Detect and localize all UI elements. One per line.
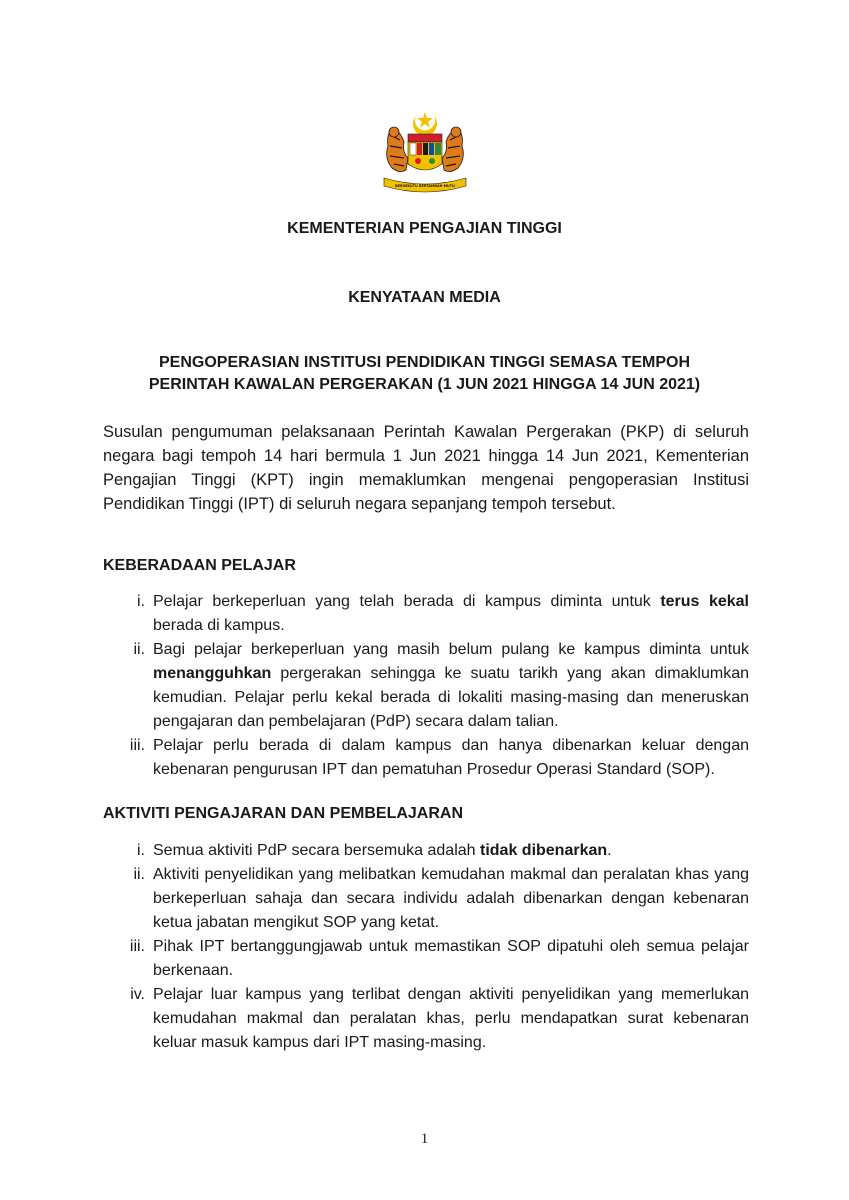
list-item (103, 839, 749, 863)
list-item (103, 983, 749, 1055)
section1-list (103, 590, 749, 782)
item-text: Pelajar luar kampus yang terlibat dengan aktiviti penyelidikan yang memerlukan kemudahan makmal dan peralatan khas, perlu mendapatkan surat kebenaran keluar masuk kampus dari IPT masing-masing. (153, 986, 749, 1051)
intro-paragraph: Susulan pengumuman pelaksanaan Perintah Kawalan Pergerakan (PKP) di seluruh negara bagi tempoh 14 hari bermula 1 Jun 2021 hingga 14 Jun 2021, Kementerian Pengajian Tinggi (KPT) ingin memaklumkan mengenai pengoperasian Institusi Pendidikan Tinggi (IPT) di seluruh negara sepanjang tempoh tersebut. (103, 423, 749, 513)
section-heading-keberadaan-pelajar: KEBERADAAN PELAJAR (103, 557, 296, 574)
item-number: ii. (133, 641, 145, 658)
item-text: Aktiviti penyelidikan yang melibatkan kemudahan makmal dan peralatan khas yang berkeperluan sahaja dan secara individu adalah dibenarkan dengan kebenaran ketua jabatan mengikut SOP yang ketat. (153, 866, 749, 931)
section-heading-aktiviti-pdp: AKTIVITI PENGAJARAN DAN PEMBELAJARAN (103, 805, 464, 822)
title-line-1: PENGOPERASIAN INSTITUSI PENDIDIKAN TINGGI SEMASA TEMPOH (158, 354, 690, 371)
item-number: iv. (130, 986, 145, 1003)
item-text: Pelajar perlu berada di dalam kampus dan hanya dibenarkan keluar dengan kebenaran pengurusan IPT dan pematuhan Prosedur Operasi Standard (SOP). (153, 737, 749, 778)
item-text: pergerakan sehingga ke suatu tarikh yang akan dimaklumkan kemudian. Pelajar perlu kekal berada di lokaliti masing-masing dan meneruskan pengajaran dan pembelajaran (PdP) secara dalam talian. (153, 665, 749, 730)
malaysia-coat-of-arms-icon (372, 112, 478, 196)
list-item (103, 734, 749, 782)
list-item (103, 863, 749, 935)
item-text: Pihak IPT bertanggungjawab untuk memastikan SOP dipatuhi oleh semua pelajar berkenaan. (153, 938, 749, 979)
item-number: iii. (129, 938, 145, 955)
item-text: Pelajar berkeperluan yang telah berada di kampus diminta untuk (153, 593, 661, 610)
item-text: . (607, 842, 612, 859)
list-item (103, 590, 749, 638)
item-emphasis: tidak dibenarkan (480, 842, 608, 859)
item-emphasis: menangguhkan (153, 665, 272, 682)
item-number: ii. (133, 866, 145, 883)
ministry-name: KEMENTERIAN PENGAJIAN TINGGI (287, 220, 562, 237)
item-text: Semua aktiviti PdP secara bersemuka adalah (153, 842, 480, 859)
list-item (103, 638, 749, 734)
item-number: i. (137, 842, 145, 859)
item-number: iii. (129, 737, 145, 754)
document-title (0, 352, 849, 396)
statement-type: KENYATAAN MEDIA (348, 289, 501, 306)
section2-list (103, 839, 749, 1055)
item-number: i. (137, 593, 145, 610)
title-line-2: PERINTAH KAWALAN PERGERAKAN (1 JUN 2021 HINGGA 14 JUN 2021) (148, 376, 701, 393)
item-emphasis: terus kekal (660, 593, 749, 610)
page-number: 1 (420, 1131, 429, 1147)
crest-motto: BERSEKUTU BERTAMBAH MUTU (395, 184, 455, 188)
item-text: berada di kampus. (153, 617, 285, 634)
item-text: Bagi pelajar berkeperluan yang masih belum pulang ke kampus diminta untuk (153, 641, 749, 658)
list-item (103, 935, 749, 983)
